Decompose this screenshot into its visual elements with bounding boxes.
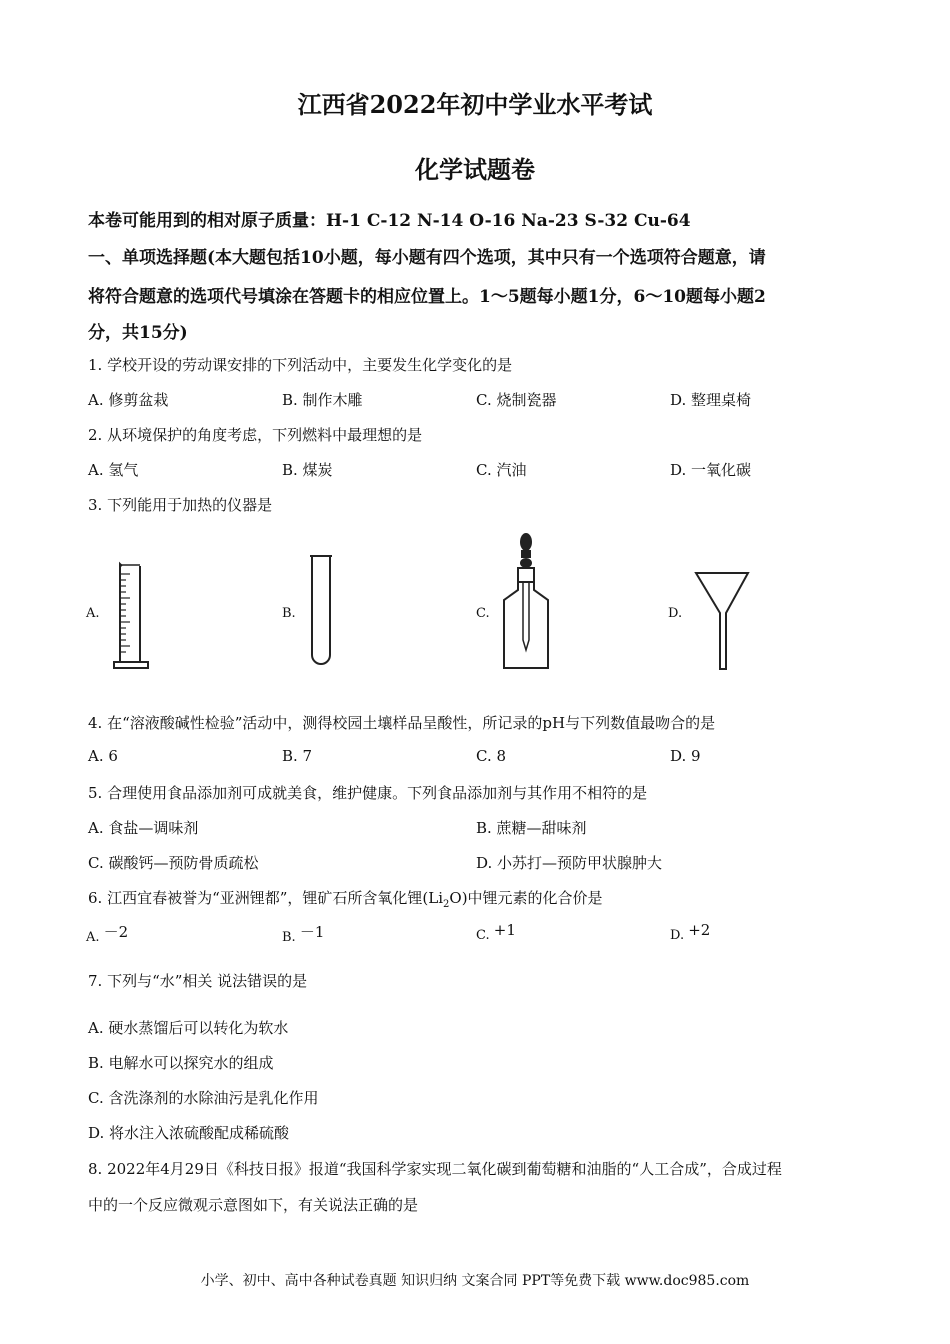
q2-option-c[interactable]: C. 汽油: [476, 461, 527, 479]
question-6-stem: 6. 江西宜春被誉为“亚洲锂都”，锂矿石所含氧化锂$(Li_2O)$中锂元素的化合价是: [88, 889, 603, 910]
q6-option-b[interactable]: B. －1: [282, 923, 325, 945]
q1-option-a[interactable]: A. 修剪盆栽: [88, 391, 169, 409]
q4-option-b[interactable]: B. 7: [282, 747, 313, 765]
q5-option-c[interactable]: C. 碳酸钙—预防骨质疏松: [88, 854, 259, 872]
q3-option-c[interactable]: C.: [476, 606, 490, 621]
question-7-stem: 7. 下列与“水”相关 说法错误的是: [88, 972, 308, 990]
q3-option-b[interactable]: B.: [282, 606, 296, 621]
q6-option-d[interactable]: D. +2: [670, 921, 711, 943]
question-4-stem: 4. 在“溶液酸碱性检验”活动中，测得校园土壤样品呈酸性，所记录的pH与下列数值最吻合的是: [88, 714, 716, 732]
q2-option-d[interactable]: D. 一氧化碳: [670, 461, 752, 479]
q4-option-a[interactable]: A. 6: [88, 747, 118, 765]
section-heading-line1: 一、单项选择题(本大题包括10小题，每小题有四个选项，其中只有一个选项符合题意，请: [88, 248, 766, 268]
dropper-bottle-icon: [496, 530, 556, 675]
q2-option-b[interactable]: B. 煤炭: [282, 461, 333, 479]
q1-option-c[interactable]: C. 烧制瓷器: [476, 391, 557, 409]
q5-option-d[interactable]: D. 小苏打—预防甲状腺肿大: [476, 854, 663, 872]
q1-option-d[interactable]: D. 整理桌椅: [670, 391, 752, 409]
question-1-stem: 1. 学校开设的劳动课安排的下列活动中，主要发生化学变化的是: [88, 356, 513, 374]
section-heading-line2: 将符合题意的选项代号填涂在答题卡的相应位置上。1～5题每小题1分，6～10题每小题2: [88, 287, 766, 307]
question-3-stem: 3. 下列能用于加热的仪器是: [88, 496, 273, 514]
q4-option-c[interactable]: C. 8: [476, 747, 507, 765]
graduated-cylinder-icon: [110, 562, 160, 672]
q4-option-d[interactable]: D. 9: [670, 747, 701, 765]
q6-option-c[interactable]: C. +1: [476, 921, 516, 943]
exam-subtitle: 化学试题卷: [415, 155, 535, 184]
page-footer[interactable]: 小学、初中、高中各种试卷真题 知识归纳 文案合同 PPT等免费下载 www.doc985.com: [200, 1273, 750, 1289]
q6-option-a[interactable]: A. －2: [86, 923, 129, 945]
q7-option-c[interactable]: C. 含洗涤剂的水除油污是乳化作用: [88, 1089, 319, 1107]
q7-option-a[interactable]: A. 硬水蒸馏后可以转化为软水: [88, 1019, 289, 1037]
question-8-stem-line2: 中的一个反应微观示意图如下，有关说法正确的是: [88, 1196, 419, 1214]
test-tube-icon: [306, 553, 336, 669]
question-5-stem: 5. 合理使用食品添加剂可成就美食，维护健康。下列食品添加剂与其作用不相符的是: [88, 784, 648, 802]
exam-title: 江西省2022年初中学业水平考试: [297, 90, 653, 119]
question-8-stem-line1: 8. 2022年4月29日《科技日报》报道“我国科学家实现二氧化碳到葡萄糖和油脂的“人工合成”，合成过程: [88, 1160, 782, 1178]
funnel-icon: [692, 569, 752, 675]
q5-option-a[interactable]: A. 食盐—调味剂: [88, 819, 199, 837]
q7-option-d[interactable]: D. 将水注入浓硫酸配成稀硫酸: [88, 1124, 290, 1142]
q7-option-b[interactable]: B. 电解水可以探究水的组成: [88, 1054, 274, 1072]
q3-option-d[interactable]: D.: [668, 606, 683, 621]
q1-option-b[interactable]: B. 制作木雕: [282, 391, 363, 409]
question-2-stem: 2. 从环境保护的角度考虑，下列燃料中最理想的是: [88, 426, 423, 444]
q3-option-a[interactable]: A.: [86, 606, 100, 621]
q2-option-a[interactable]: A. 氢气: [88, 461, 139, 479]
section-heading-line3: 分，共15分): [88, 323, 188, 343]
atomic-mass-note: 本卷可能用到的相对原子质量：H-1 C-12 N-14 O-16 Na-23 S-32 Cu-64: [88, 211, 691, 231]
q5-option-b[interactable]: B. 蔗糖—甜味剂: [476, 819, 587, 837]
